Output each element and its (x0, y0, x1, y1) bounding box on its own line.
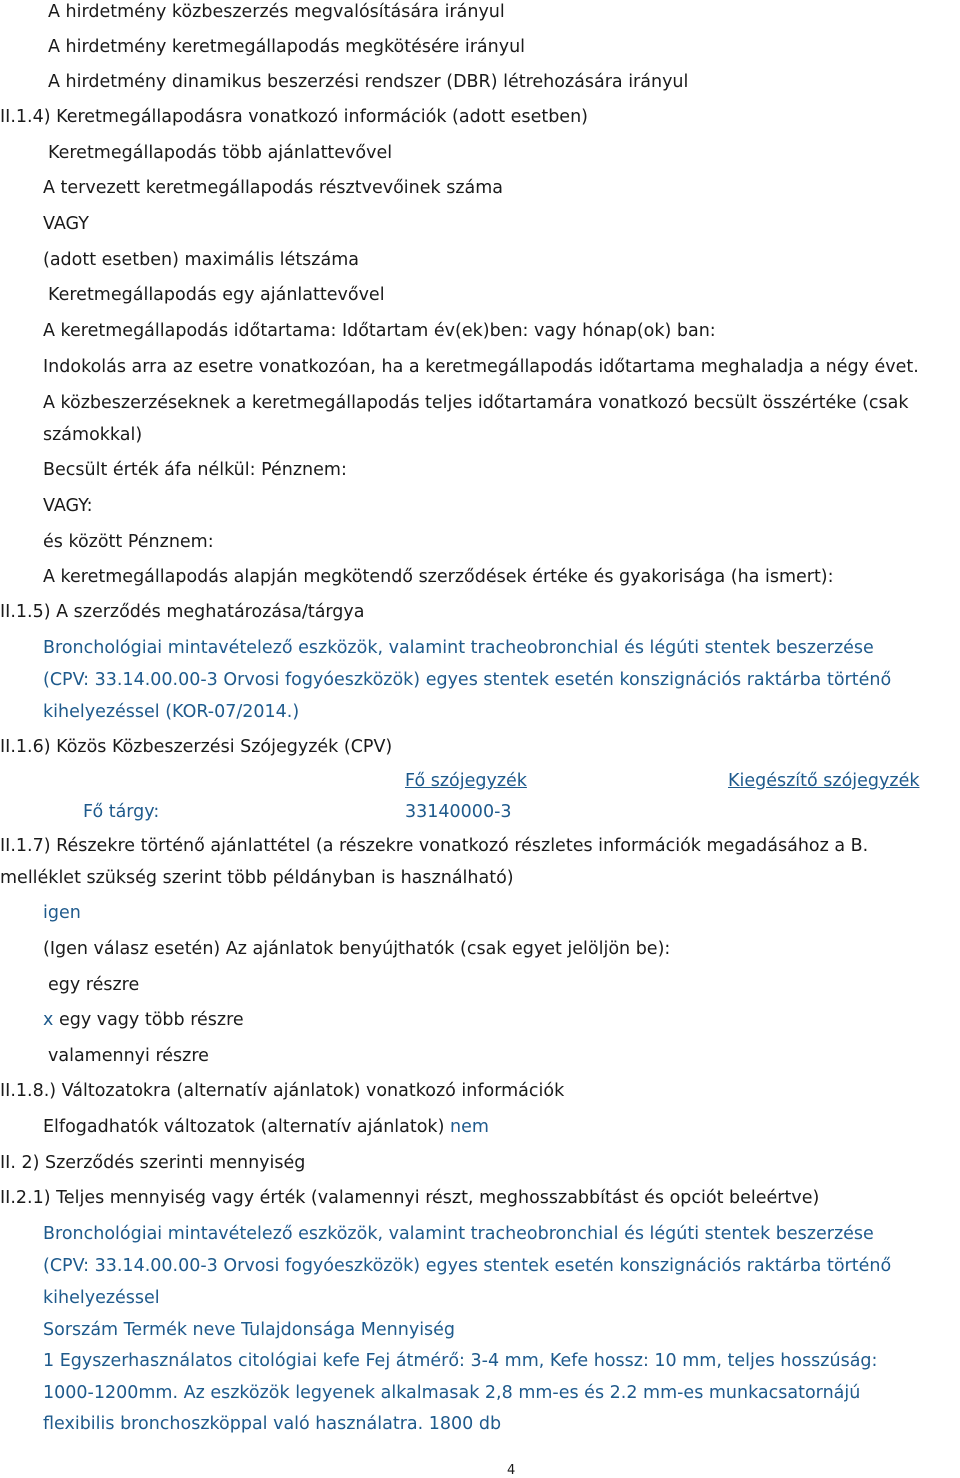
parts-option-one: egy részre (48, 975, 140, 995)
section-heading-ii-2: II. 2) Szerződés szerinti mennyiség (0, 1153, 306, 1173)
variants-accepted (43, 1119, 489, 1137)
framework-justification: Indokolás arra az esetre vonatkozóan, ha a keretmegállapodás időtartama meghaladja a négy évet. (43, 357, 919, 377)
parts-option-all: valamennyi részre (48, 1046, 209, 1066)
quantity-desc-line-3: kihelyezéssel (43, 1288, 160, 1308)
item-table-header: Sorszám Termék neve Tulajdonsága Mennyiség (43, 1320, 456, 1340)
framework-max: (adott esetben) maximális létszáma (43, 250, 359, 270)
page-number: 4 (507, 1463, 516, 1478)
contract-desc-line-1: Bronchológiai mintavételező eszközök, valamint tracheobronchial és légúti stentek beszerzése (43, 638, 874, 658)
estimate-between: és között Pénznem: (43, 532, 214, 552)
or-label-1: VAGY (43, 214, 89, 234)
section-heading-ii-1-8: II.1.8.) Változatokra (alternatív ajánlatok) vonatkozó információk (0, 1081, 565, 1101)
item-line-3: flexibilis bronchoszköppal való használatra. 1800 db (43, 1414, 502, 1434)
framework-single: Keretmegállapodás egy ajánlattevővel (48, 285, 385, 305)
section-heading-ii-1-5: II.1.5) A szerződés meghatározása/tárgya (0, 602, 365, 622)
estimate-line-1: A közbeszerzéseknek a keretmegállapodás teljes időtartamára vonatkozó becsült összértéke (csak (43, 393, 909, 413)
quantity-desc-line-2: (CPV: 33.14.00.00-3 Orvosi fogyóeszközök) egyes stentek esetén konszignációs raktárba történő (43, 1256, 892, 1276)
section-heading-ii-1-7-cont: melléklet szükség szerint több példányban is használható) (0, 868, 514, 888)
parts-answer: igen (43, 903, 81, 923)
estimate-net: Becsült érték áfa nélkül: Pénznem: (43, 460, 347, 480)
section-heading-ii-2-1: II.2.1) Teljes mennyiség vagy érték (valamennyi részt, meghosszabbítást és opciót beleértve) (0, 1188, 820, 1208)
parts-option-multiple (43, 1012, 244, 1030)
item-line-1: 1 Egyszerhasználatos citológiai kefe Fej átmérő: 3-4 mm, Kefe hossz: 10 mm, teljes hosszúság: (43, 1351, 878, 1371)
value-frequency: A keretmegállapodás alapján megkötendő szerződések értéke és gyakorisága (ha ismert): (43, 567, 834, 587)
variants-accepted-label: Elfogadhatók változatok (alternatív ajánlatok) (43, 1117, 445, 1137)
framework-line-1: A hirdetmény közbeszerzés megvalósítására irányul (48, 2, 505, 22)
framework-duration: A keretmegállapodás időtartama: Időtartam év(ek)ben: vagy hónap(ok) ban: (43, 321, 716, 341)
framework-multi: Keretmegállapodás több ajánlattevővel (48, 143, 393, 163)
item-line-2: 1000-1200mm. Az eszközök legyenek alkalmasak 2,8 mm-es és 2.2 mm-es munkacsatornájú (43, 1383, 861, 1403)
parts-question: (Igen válasz esetén) Az ajánlatok benyújthatók (csak egyet jelöljön be): (43, 939, 671, 959)
section-heading-ii-1-7: II.1.7) Részekre történő ajánlattétel (a részekre vonatkozó részletes információk megadásához a B. (0, 836, 869, 856)
framework-participants: A tervezett keretmegállapodás résztvevőinek száma (43, 178, 503, 198)
cpv-main-vocab-header: Fő szójegyzék (405, 771, 527, 791)
parts-option-multiple-label: egy vagy több részre (58, 1010, 244, 1030)
section-heading-ii-1-4: II.1.4) Keretmegállapodásra vonatkozó információk (adott esetben) (0, 107, 588, 127)
or-label-2: VAGY: (43, 496, 93, 516)
cpv-supp-vocab-header: Kiegészítő szójegyzék (728, 771, 920, 791)
cpv-main-object-code: 33140000-3 (405, 802, 512, 822)
variants-accepted-value: nem (449, 1117, 489, 1137)
estimate-line-2: számokkal) (43, 425, 143, 445)
contract-desc-line-2: (CPV: 33.14.00.00-3 Orvosi fogyóeszközök) egyes stentek esetén konszignációs raktárba történő (43, 670, 892, 690)
contract-desc-line-3: kihelyezéssel (KOR-07/2014.) (43, 702, 300, 722)
framework-line-2: A hirdetmény keretmegállapodás megkötésére irányul (48, 37, 526, 57)
selected-mark: x (43, 1010, 54, 1030)
framework-line-3: A hirdetmény dinamikus beszerzési rendszer (DBR) létrehozására irányul (48, 72, 689, 92)
cpv-main-object-label: Fő tárgy: (83, 802, 160, 822)
section-heading-ii-1-6: II.1.6) Közös Közbeszerzési Szójegyzék (CPV) (0, 737, 393, 757)
quantity-desc-line-1: Bronchológiai mintavételező eszközök, valamint tracheobronchial és légúti stentek beszerzése (43, 1224, 874, 1244)
